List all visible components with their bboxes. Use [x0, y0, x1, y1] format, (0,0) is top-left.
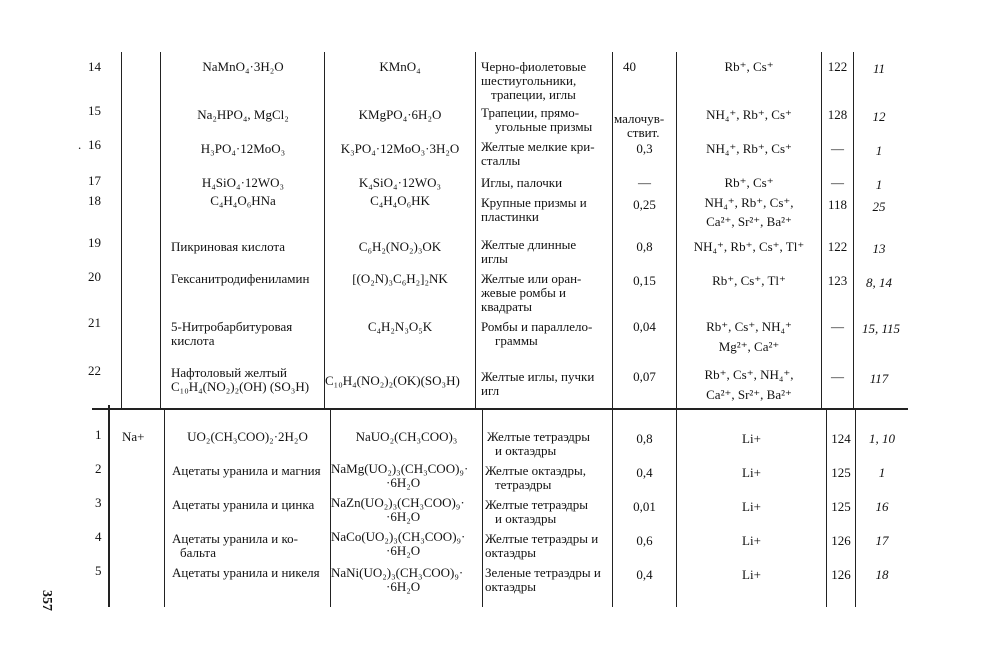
crystal-form: тетраэдры — [495, 477, 552, 492]
precipitant: Na₂HPO₄, MgCl₂ — [197, 107, 289, 122]
detection-limit: 0,8 — [636, 239, 653, 254]
literature-ref: 16 — [875, 499, 889, 514]
crystal-form: игл — [481, 383, 500, 398]
interfering-ions: Li+ — [742, 533, 761, 548]
page-ref: 125 — [831, 465, 851, 480]
compound-formula: C₁₀H₄(NO₂)₂(OK)(SO₃H) — [325, 373, 460, 388]
detection-limit: 0,8 — [636, 431, 653, 446]
literature-ref: 117 — [869, 371, 889, 386]
precipitant: UO₂(CH₃COO)₂·2H₂O — [187, 429, 308, 444]
column-rule — [821, 52, 822, 410]
crystal-form: Желтые мелкие кри- — [481, 139, 595, 154]
row-number: 14 — [88, 59, 101, 74]
detection-limit: 0,4 — [636, 465, 653, 480]
compound-formula: NaMg(UO₂)₃(CH₃COO)₉· — [331, 461, 469, 476]
row-number: 17 — [88, 173, 101, 188]
crystal-form: и октаэдры — [495, 443, 557, 458]
page-ref: 125 — [831, 499, 851, 514]
column-rule — [612, 52, 613, 410]
crystal-form: Желтые иглы, пучки — [481, 369, 595, 384]
interfering-ions: NH₄⁺, Rb⁺, Cs⁺, — [704, 195, 794, 210]
detection-limit: 40 — [623, 59, 636, 74]
literature-ref: 12 — [872, 109, 886, 124]
page-ref: — — [831, 369, 844, 384]
row-number: 21 — [88, 315, 101, 330]
row-number: 22 — [88, 363, 101, 378]
precipitant: Ацетаты уранила и цинка — [172, 497, 315, 512]
crystal-form: угольные призмы — [495, 119, 593, 134]
compound-formula: C₄H₂N₃O₅K — [367, 319, 433, 334]
detection-limit: 0,07 — [633, 369, 656, 384]
column-rule — [853, 52, 854, 410]
crystal-form: Желтые октаэдры, — [485, 463, 586, 478]
detection-limit: 0,25 — [633, 197, 656, 212]
crystal-form: пластинки — [481, 209, 539, 224]
compound-formula: ·6H₂O — [386, 475, 421, 490]
precipitant: Ацетаты уранила и никеля — [172, 565, 320, 580]
precipitant: Ацетаты уранила и ко- — [172, 531, 298, 546]
compound-formula: KMgPO₄·6H₂O — [358, 107, 442, 122]
column-rule — [676, 52, 677, 410]
page-ref: — — [831, 175, 844, 190]
literature-ref: 1 — [875, 143, 883, 158]
column-rule — [160, 52, 161, 410]
interfering-ions: Li+ — [742, 499, 761, 514]
literature-ref: 1, 10 — [869, 431, 895, 446]
crystal-form: Желтые тетраэдры и — [485, 531, 599, 546]
cation-label: Na+ — [122, 429, 145, 444]
precipitant: бальта — [180, 545, 217, 560]
crystal-form: иглы — [481, 251, 508, 266]
interfering-ions: Ca²⁺, Sr²⁺, Ba²⁺ — [706, 387, 792, 402]
literature-ref: 1 — [878, 465, 886, 480]
literature-ref: 18 — [875, 567, 889, 582]
interfering-ions: Rb⁺, Cs⁺ — [724, 59, 774, 74]
compound-formula: KMnO₄ — [379, 59, 421, 74]
page-ref: 124 — [831, 431, 851, 446]
column-rule — [475, 52, 476, 410]
page-ref: 122 — [827, 59, 848, 74]
detection-limit: 0,6 — [636, 533, 653, 548]
compound-formula: ·6H₂O — [386, 509, 421, 524]
stray-dot: . — [78, 137, 82, 152]
precipitant: H₃PO₄·12MoO₃ — [200, 141, 286, 156]
crystal-form: октаэдры — [485, 579, 537, 594]
precipitant: кислота — [171, 333, 215, 348]
page-ref: 128 — [827, 107, 848, 122]
crystal-form: шестиугольники, — [481, 73, 577, 88]
interfering-ions: Rb⁺, Cs⁺, NH₄⁺ — [706, 319, 792, 334]
row-number: 19 — [88, 235, 101, 250]
crystal-form: Трапеции, прямо- — [481, 105, 580, 120]
page-number: 357 — [39, 590, 54, 611]
detection-limit: — — [638, 175, 651, 190]
interfering-ions: Li+ — [742, 567, 761, 582]
detection-limit: малочув- — [614, 111, 665, 126]
interfering-ions: NH₄⁺, Rb⁺, Cs⁺ — [706, 107, 792, 122]
crystal-form: Ромбы и параллело- — [481, 319, 593, 334]
precipitant: NaMnO₄·3H₂O — [202, 59, 284, 74]
page-ref: — — [831, 319, 844, 334]
precipitant: H₄SiO₄·12WO₃ — [201, 175, 285, 190]
row-number: 4 — [95, 529, 102, 544]
compound-formula: K₄SiO₄·12WO₃ — [358, 175, 442, 190]
precipitant: C₁₀H₄(NO₂)₂(OH) (SO₃H) — [171, 379, 310, 394]
page-ref: 123 — [827, 273, 848, 288]
detection-limit: 0,4 — [636, 567, 653, 582]
row-number: 2 — [95, 461, 102, 476]
compound-formula: NaZn(UO₂)₃(CH₃COO)₉· — [331, 495, 465, 510]
row-number: 20 — [88, 269, 101, 284]
section-separator — [92, 408, 908, 410]
crystal-form: и октаэдры — [495, 511, 557, 526]
column-rule — [482, 410, 483, 607]
page-ref: 118 — [827, 197, 848, 212]
interfering-ions: Li+ — [742, 431, 761, 446]
compound-formula: NaUO₂(CH₃COO)₃ — [355, 429, 458, 444]
crystal-form: Зеленые тетраэдры и — [485, 565, 601, 580]
compound-formula: ·6H₂O — [386, 543, 421, 558]
crystal-form: Иглы, палочки — [481, 175, 563, 190]
crystal-form: квадраты — [481, 299, 533, 314]
crystal-form: Желтые длинные — [481, 237, 577, 252]
detection-limit: 0,04 — [633, 319, 656, 334]
detection-limit: ствит. — [627, 125, 660, 140]
crystal-form: Желтые тетраэдры — [485, 497, 588, 512]
literature-ref: 8, 14 — [866, 275, 892, 290]
page-ref: 126 — [831, 533, 851, 548]
precipitant: Ацетаты уранила и магния — [172, 463, 321, 478]
interfering-ions: Rb⁺, Cs⁺, Tl⁺ — [712, 273, 786, 288]
literature-ref: 13 — [872, 241, 886, 256]
interfering-ions: Ca²⁺, Sr²⁺, Ba²⁺ — [706, 214, 792, 229]
compound-formula: ·6H₂O — [386, 579, 421, 594]
page-ref: 126 — [831, 567, 851, 582]
interfering-ions: Rb⁺, Cs⁺, NH₄⁺, — [704, 367, 794, 382]
crystal-form: трапеции, иглы — [491, 87, 576, 102]
column-rule — [121, 52, 122, 410]
crystal-form: октаэдры — [485, 545, 537, 560]
precipitant: Пикриновая кислота — [171, 239, 286, 254]
literature-ref: 11 — [872, 61, 886, 76]
crystal-form: Черно-фиолетовые — [481, 59, 587, 74]
precipitant: Гексанитродифениламин — [171, 271, 310, 286]
precipitant: Нафтоловый желтый — [171, 365, 287, 380]
column-rule — [108, 405, 110, 607]
crystal-form: сталлы — [481, 153, 521, 168]
compound-formula: [(O₂N)₃C₆H₂]₂NK — [352, 271, 448, 286]
crystal-form: жевые ромбы и — [481, 285, 567, 300]
literature-ref: 15, 115 — [861, 321, 901, 336]
interfering-ions: Mg²⁺, Ca²⁺ — [718, 339, 780, 354]
row-number: 18 — [88, 193, 101, 208]
crystal-form: Желтые тетраэдры — [487, 429, 590, 444]
interfering-ions: Li+ — [742, 465, 761, 480]
precipitant: C₄H₄O₆HNa — [210, 193, 276, 208]
row-number: 15 — [88, 103, 101, 118]
row-number: 1 — [95, 427, 102, 442]
page-ref: — — [831, 141, 844, 156]
literature-ref: 25 — [872, 199, 886, 214]
literature-ref: 1 — [875, 177, 883, 192]
column-rule — [324, 52, 325, 410]
detection-limit: 0,3 — [636, 141, 653, 156]
compound-formula: C₄H₄O₆HK — [370, 193, 430, 208]
page-ref: 122 — [827, 239, 848, 254]
compound-formula: NaCo(UO₂)₃(CH₃COO)₉· — [331, 529, 466, 544]
literature-ref: 17 — [875, 533, 889, 548]
crystal-form: граммы — [495, 333, 538, 348]
detection-limit: 0,15 — [633, 273, 656, 288]
row-number: 5 — [95, 563, 102, 578]
row-number: 3 — [95, 495, 102, 510]
crystal-form: Желтые или оран- — [481, 271, 582, 286]
interfering-ions: NH₄⁺, Rb⁺, Cs⁺ — [706, 141, 792, 156]
row-number: 16 — [88, 137, 101, 152]
interfering-ions: NH₄⁺, Rb⁺, Cs⁺, Tl⁺ — [693, 239, 805, 254]
crystal-form: Крупные призмы и — [481, 195, 587, 210]
detection-limit: 0,01 — [633, 499, 656, 514]
compound-formula: NaNi(UO₂)₃(CH₃COO)₉· — [331, 565, 464, 580]
compound-formula: C₆H₂(NO₂)₃OK — [358, 239, 442, 254]
interfering-ions: Rb⁺, Cs⁺ — [724, 175, 774, 190]
precipitant: 5-Нитробарбитуровая — [171, 319, 293, 334]
compound-formula: K₃PO₄·12MoO₃·3H₂O — [340, 141, 460, 156]
